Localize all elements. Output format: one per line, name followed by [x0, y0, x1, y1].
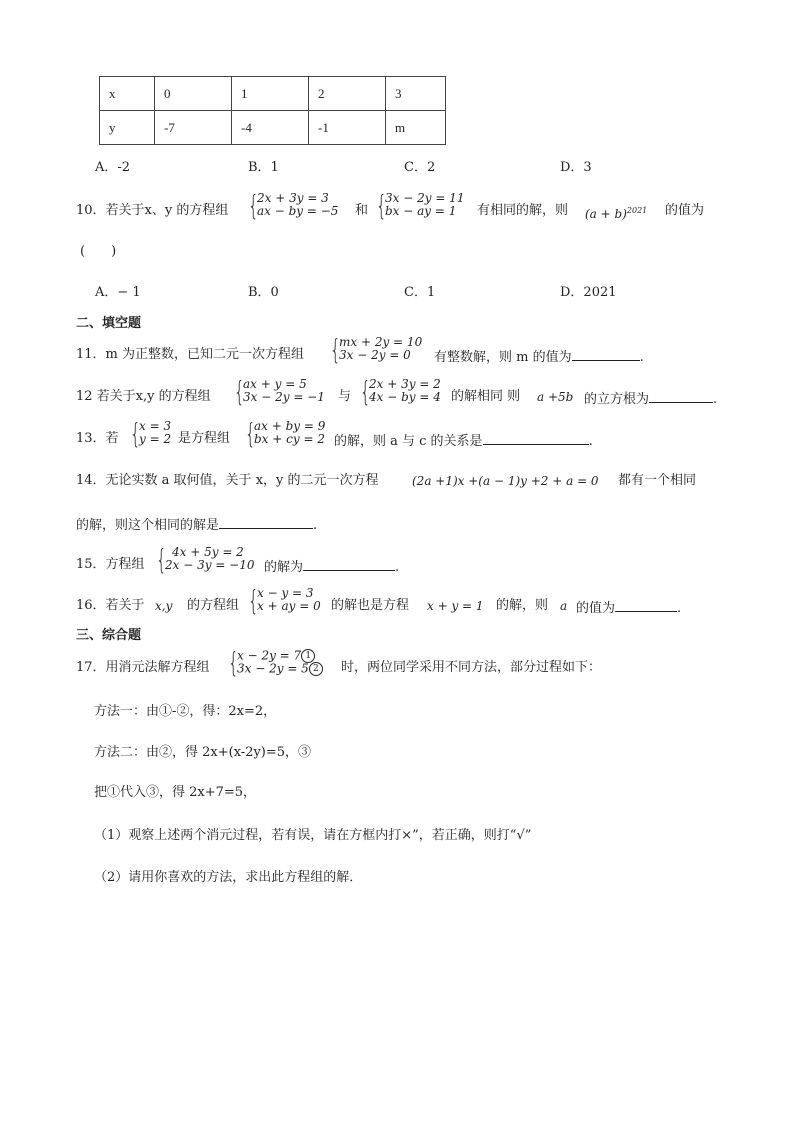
equation-line: 2x − 3y = −10 [165, 558, 255, 572]
circled-number-2: 2 [309, 662, 323, 676]
q14-equation: (2a +1)x +(a − 1)y +2 + a = 0 [412, 474, 599, 488]
answer-blank[interactable] [219, 515, 313, 529]
q10-option-c: C．1 [404, 285, 436, 300]
q16-mid: 的方程组 [187, 598, 240, 613]
equation-line [237, 662, 323, 676]
q12-suffix-a: 的解相同 则 [451, 389, 521, 404]
q13-system [245, 419, 335, 449]
q10-option-d: D．2021 [560, 285, 617, 300]
equation-line: 3x − 2y = 11 [385, 191, 465, 205]
xy-value-table [99, 76, 446, 145]
brace-icon: { [330, 333, 341, 366]
q14-line2 [76, 515, 317, 534]
table-cell: 0 [155, 77, 232, 111]
q16-equation: x + y = 1 [427, 599, 484, 613]
q12-with: 与 [338, 389, 352, 404]
equation-line: 3x − 2y = 0 [339, 348, 411, 362]
table-cell: m [386, 111, 446, 145]
q9-option-a: A．-2 [95, 160, 131, 175]
table-cell: -4 [232, 111, 309, 145]
equation-line: bx + cy = 2 [254, 432, 325, 446]
q10-suffix-a: 有相同的解，则 [477, 203, 569, 218]
table-cell: 3 [386, 77, 446, 111]
table-row [100, 111, 446, 145]
q15-prefix: 15．方程组 [76, 557, 145, 572]
equation-line: x − y = 3 [257, 586, 314, 600]
period: . [395, 560, 400, 575]
period: . [588, 434, 593, 449]
period: . [677, 601, 682, 616]
brace-icon: { [156, 543, 167, 576]
equation-line: x = 3 [139, 419, 172, 433]
brace-icon: { [360, 375, 371, 408]
q10-expression [585, 203, 647, 222]
table-cell: y [100, 111, 155, 145]
period: . [713, 392, 718, 407]
equation-line: 2x + 3y = 2 [369, 377, 441, 391]
brace-icon: { [228, 646, 239, 679]
q14-suffix: 都有一个相同 [618, 473, 697, 488]
answer-blank[interactable] [303, 557, 395, 571]
brace-icon: { [248, 189, 259, 222]
q12-suffix-b [584, 389, 717, 408]
period: . [639, 350, 644, 365]
q9-option-c: C．2 [404, 160, 436, 175]
q17-part-2: （2）请用你喜欢的方法，求出此方程组的解． [94, 870, 363, 885]
q12-system-1 [234, 377, 324, 407]
q11-suffix [434, 347, 644, 366]
q16-suffix-a: 的解也是方程 [331, 598, 410, 613]
answer-blank[interactable] [615, 598, 677, 612]
answer-blank[interactable] [483, 431, 589, 445]
q16-prefix: 16．若关于 [76, 598, 145, 613]
table-cell: 2 [309, 77, 386, 111]
circled-number-1: 1 [301, 649, 315, 663]
q10-system-1 [248, 191, 348, 221]
q17-system [228, 648, 338, 678]
expr-exponent: 2021 [626, 206, 648, 215]
equation-line: bx − ay = 1 [385, 204, 457, 218]
equation-line: ax + by = 9 [254, 419, 326, 433]
equation-line: 4x + 5y = 2 [172, 545, 244, 559]
equation-line: 4x − by = 4 [369, 390, 441, 404]
q15-suffix [264, 557, 399, 576]
brace-icon: { [234, 375, 245, 408]
q12-expression: a +5b [537, 390, 574, 404]
expr-base: (a + b) [585, 207, 627, 221]
q13-suffix [334, 431, 593, 450]
q10-prefix: 10．若关于x、y 的方程组 [76, 203, 229, 218]
period: . [313, 518, 318, 533]
section-title-fill-in: 二、填空题 [76, 316, 142, 331]
q16-vars: x,y [155, 599, 173, 613]
q13-solution-system [130, 419, 180, 449]
q13-prefix: 13．若 [76, 431, 119, 446]
q17-method-2: 方法二：由②，得 2x+(x-2y)=5，③ [94, 745, 312, 760]
q10-option-b: B．0 [248, 285, 279, 300]
q12-prefix: 12 若关于x,y 的方程组 [76, 389, 211, 404]
q11-suffix-text: 有整数解，则 m 的值为 [434, 350, 572, 365]
q17-substitution: 把①代入③，得 2x+7=5， [94, 785, 257, 800]
q14-prefix: 14．无论实数 a 取何值，关于 x，y 的二元一次方程 [76, 473, 379, 488]
q16-system [248, 586, 328, 616]
brace-icon: { [248, 584, 259, 617]
q11-prefix: 11．m 为正整数，已知二元一次方程组 [76, 347, 305, 362]
equation-line: y = 2 [139, 432, 172, 446]
table-cell: -1 [309, 111, 386, 145]
q10-answer-paren: ( ) [80, 244, 117, 259]
q10-option-a: A．− 1 [95, 285, 141, 300]
equation-line: 3x − 2y = −1 [243, 390, 325, 404]
table-cell: -7 [155, 111, 232, 145]
equation-line: ax + y = 5 [243, 377, 307, 391]
q17-suffix: 时，两位同学采用不同方法，部分过程如下： [341, 660, 602, 675]
q13-suffix-text: 的解，则 a 与 c 的关系是 [334, 434, 483, 449]
table-cell: x [100, 77, 155, 111]
equation-line: ax − by = −5 [257, 204, 339, 218]
equation-line: x + ay = 0 [257, 599, 321, 613]
brace-icon: { [130, 417, 141, 450]
equation-line: 2x + 3y = 3 [257, 191, 329, 205]
q12-suffix-text: 的立方根为 [584, 392, 650, 407]
section-title-comprehensive: 三、综合题 [76, 628, 142, 643]
q14-line2-text: 的解，则这个相同的解是 [76, 518, 220, 533]
equation-text: 3x − 2y = 5 [237, 661, 309, 676]
q17-prefix: 17．用消元法解方程组 [76, 660, 210, 675]
brace-icon: { [245, 417, 256, 450]
answer-blank[interactable] [649, 389, 713, 403]
table-row [100, 77, 446, 111]
equation-text: x − 2y = 7 [237, 648, 302, 663]
table-cell: 1 [232, 77, 309, 111]
q9-option-d: D．3 [560, 160, 592, 175]
equation-line: mx + 2y = 10 [339, 335, 423, 349]
q12-system-2 [360, 377, 450, 407]
q16-suffix-b: 的解，则 [496, 598, 549, 613]
q15-suffix-text: 的解为 [264, 560, 304, 575]
q10-suffix-b: 的值为 [665, 203, 705, 218]
answer-blank[interactable] [572, 347, 640, 361]
q10-and: 和 [355, 203, 369, 218]
q16-suffix-text: 的值为 [576, 601, 616, 616]
q11-system [330, 335, 430, 365]
q16-suffix-c [576, 598, 681, 617]
brace-icon: { [376, 189, 387, 222]
q10-system-2 [376, 191, 476, 221]
q15-system [156, 545, 256, 575]
q16-var-a: a [560, 599, 568, 613]
q13-mid: 是方程组 [178, 431, 231, 446]
q9-option-b: B．1 [248, 160, 279, 175]
q17-method-1: 方法一：由①-②，得：2x=2， [94, 704, 277, 719]
q17-part-1: （1）观察上述两个消元过程，若有误，请在方框内打×”，若正确，则打“√” [94, 828, 532, 843]
